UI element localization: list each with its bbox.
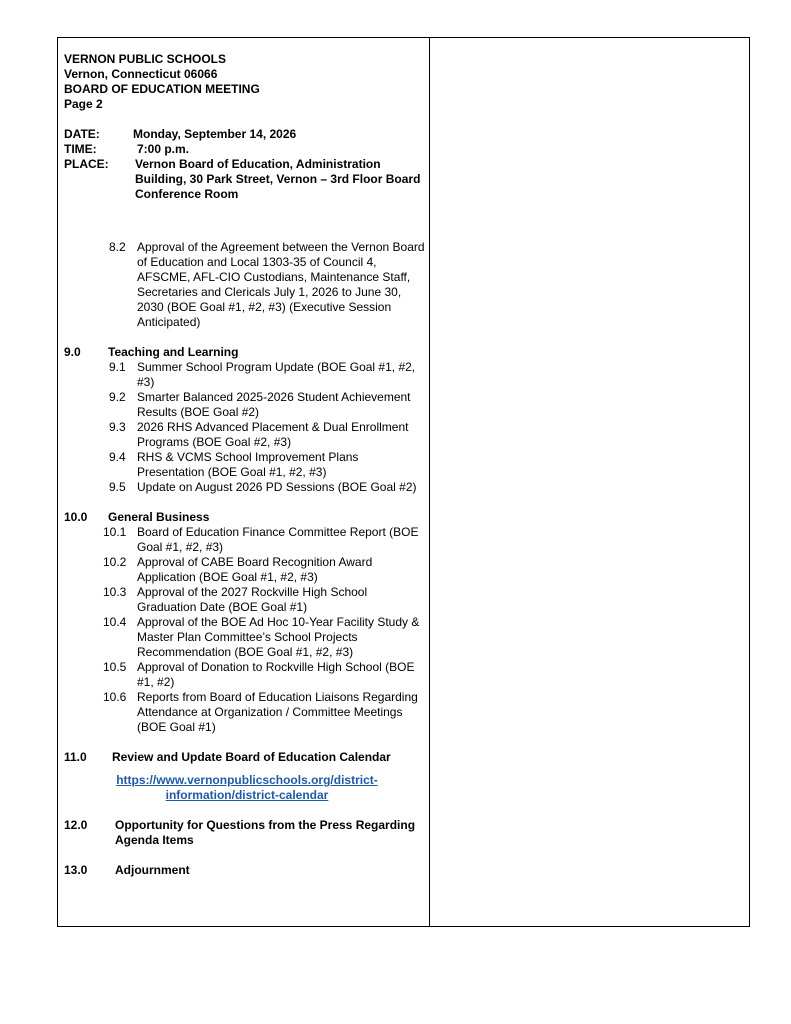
section-title: Opportunity for Questions from the Press Regarding Agenda Items xyxy=(115,818,416,847)
date-label: DATE: xyxy=(64,127,100,141)
item-number: 9.2 xyxy=(109,390,126,404)
district-calendar-link[interactable]: https://www.vernonpublicschools.org/district-information/district-calendar xyxy=(116,773,378,802)
time-value: 7:00 p.m. xyxy=(137,142,190,156)
item-text: RHS & VCMS School Improvement Plans Presentation (BOE Goal #1, #2, #3) xyxy=(137,450,359,479)
agenda-item-8-2 xyxy=(64,240,426,330)
section-title: Review and Update Board of Education Calendar xyxy=(112,750,391,764)
section-12-heading xyxy=(64,818,426,848)
item-text: Approval of the BOE Ad Hoc 10-Year Facility Study & Master Plan Committee’s School Projects Recommendation (BOE Goal #1, #2, #3) xyxy=(137,615,420,659)
agenda-item-10-6 xyxy=(64,690,426,735)
header-page: Page 2 xyxy=(64,97,103,111)
item-number: 10.4 xyxy=(103,615,127,629)
item-text: Update on August 2026 PD Sessions (BOE Goal #2) xyxy=(137,480,417,494)
item-text: Reports from Board of Education Liaisons Regarding Attendance at Organization / Committee Meetings (BOE Goal #1) xyxy=(137,690,418,734)
item-number: 10.3 xyxy=(103,585,127,599)
section-title: Teaching and Learning xyxy=(108,345,239,359)
agenda-item-9-2 xyxy=(64,390,426,420)
item-text: Summer School Program Update (BOE Goal #1, #2, #3) xyxy=(137,360,416,389)
item-text: Approval of CABE Board Recognition Award Application (BOE Goal #1, #2, #3) xyxy=(137,555,373,584)
item-text: Smarter Balanced 2025-2026 Student Achievement Results (BOE Goal #2) xyxy=(137,390,411,419)
date-value: Monday, September 14, 2026 xyxy=(133,127,297,141)
item-number: 8.2 xyxy=(109,240,126,254)
agenda-item-9-1 xyxy=(64,360,426,390)
agenda-item-10-1 xyxy=(64,525,426,555)
section-9-heading xyxy=(64,345,426,360)
item-number: 10.6 xyxy=(103,690,127,704)
section-number: 10.0 xyxy=(64,510,88,524)
section-number: 12.0 xyxy=(64,818,88,832)
place-row xyxy=(64,157,426,202)
agenda-item-9-5 xyxy=(64,480,426,495)
section-13-heading xyxy=(64,863,426,878)
item-number: 9.4 xyxy=(109,450,126,464)
header-district: VERNON PUBLIC SCHOOLS xyxy=(64,52,227,66)
header-location: Vernon, Connecticut 06066 xyxy=(64,67,218,81)
place-label: PLACE: xyxy=(64,157,109,171)
item-number: 9.1 xyxy=(109,360,126,374)
agenda-item-10-3 xyxy=(64,585,426,615)
item-text: Approval of Donation to Rockville High School (BOE #1, #2) xyxy=(137,660,415,689)
time-label: TIME: xyxy=(64,142,97,156)
agenda-item-9-3 xyxy=(64,420,426,450)
section-10-heading xyxy=(64,510,426,525)
column-divider xyxy=(429,37,430,927)
section-number: 13.0 xyxy=(64,863,88,877)
item-number: 9.3 xyxy=(109,420,126,434)
item-text: 2026 RHS Advanced Placement & Dual Enrollment Programs (BOE Goal #2, #3) xyxy=(137,420,409,449)
item-text: Approval of the Agreement between the Vernon Board of Education and Local 1303-35 of Council 4, AFSCME, AFL-CIO Custodians, Maintenance Staff, Secretaries and Clericals July 1, 2026 to June 30, 2030 (BOE Goal #1, #2, #3) (Executive Session Anticipated) xyxy=(137,240,425,329)
agenda-item-10-5 xyxy=(64,660,426,690)
header-meeting: BOARD OF EDUCATION MEETING xyxy=(64,82,260,96)
section-11-heading xyxy=(64,750,426,765)
section-title: General Business xyxy=(108,510,210,524)
agenda-item-10-2 xyxy=(64,555,426,585)
item-text: Approval of the 2027 Rockville High School Graduation Date (BOE Goal #1) xyxy=(137,585,368,614)
agenda-column xyxy=(64,52,426,878)
document-header xyxy=(64,52,426,112)
item-text: Board of Education Finance Committee Report (BOE Goal #1, #2, #3) xyxy=(137,525,419,554)
agenda-item-10-4 xyxy=(64,615,426,660)
section-title: Adjournment xyxy=(115,863,190,877)
place-value: Vernon Board of Education, Administration Building, 30 Park Street, Vernon – 3rd Floor Board Conference Room xyxy=(135,157,421,201)
section-number: 9.0 xyxy=(64,345,81,359)
item-number: 9.5 xyxy=(109,480,126,494)
section-number: 11.0 xyxy=(64,750,87,764)
item-number: 10.5 xyxy=(103,660,127,674)
agenda-item-9-4 xyxy=(64,450,426,480)
date-row xyxy=(64,127,426,142)
time-row xyxy=(64,142,426,157)
item-number: 10.2 xyxy=(103,555,127,569)
item-number: 10.1 xyxy=(103,525,127,539)
